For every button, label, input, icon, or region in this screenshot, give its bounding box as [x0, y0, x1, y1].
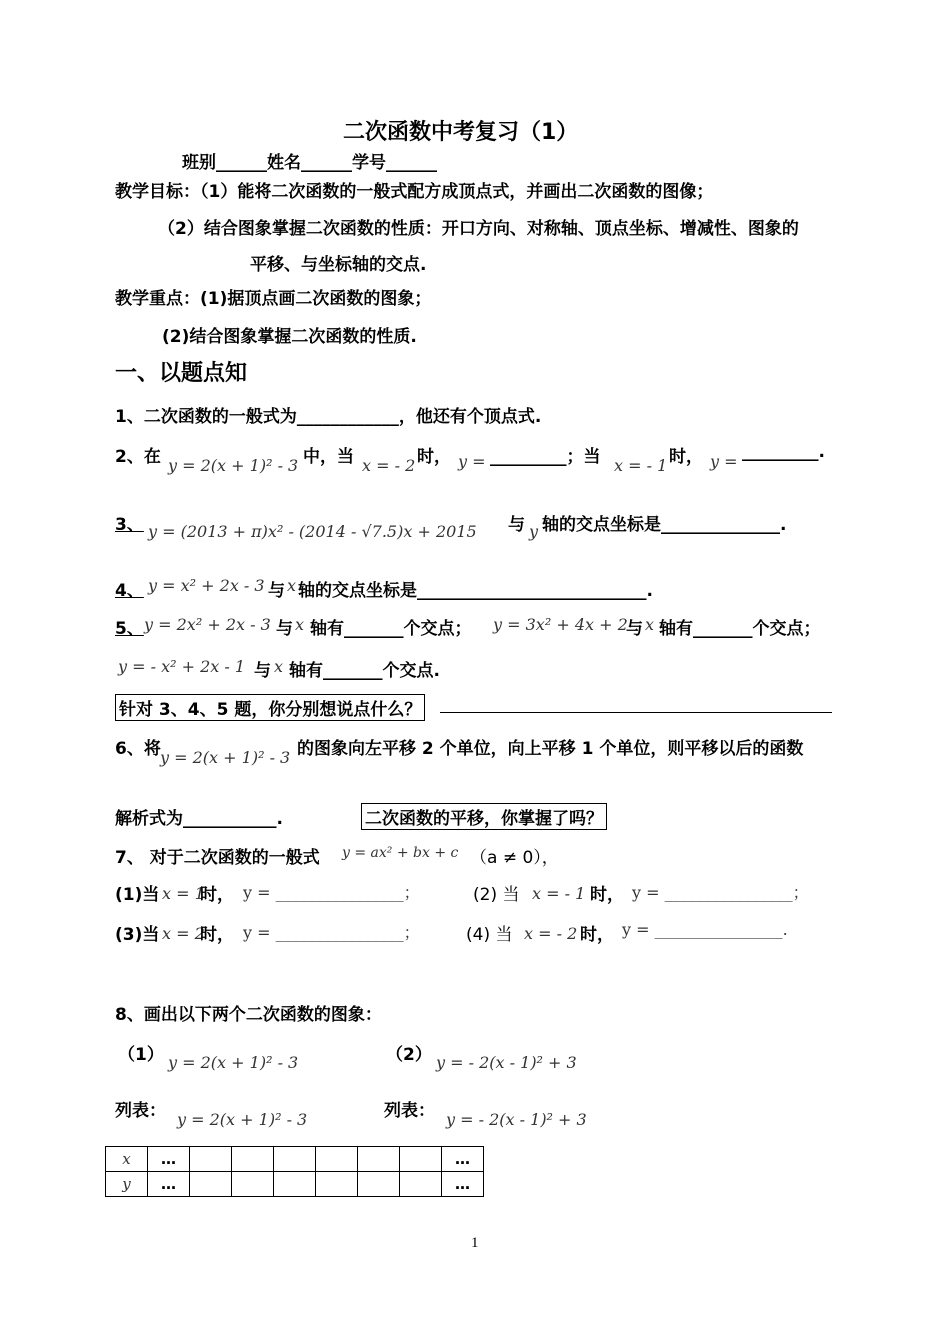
table-cell[interactable] — [274, 1147, 316, 1172]
value-table — [105, 1146, 484, 1197]
page-number: 1 — [471, 1235, 479, 1251]
q5-text: 与 — [276, 619, 293, 639]
q2-y-2: y = — [710, 452, 738, 471]
reflection-note: 针对 3、4、5 题，你分别想说点什么？ — [115, 694, 425, 721]
q2-text: 时， — [669, 447, 703, 467]
key-points-line-1: 教学重点：(1)据顶点画二次函数的图象； — [115, 289, 432, 309]
table-cell: y — [106, 1172, 148, 1197]
q7-text: 时， — [200, 885, 234, 905]
q7-x-4: x = - 2 — [524, 924, 578, 943]
q2-text: 中，当 — [303, 447, 354, 467]
table-cell[interactable] — [358, 1147, 400, 1172]
q8-formula-2: y = - 2(x - 1)² + 3 — [436, 1053, 577, 1072]
q7-formula: y = ax² + bx + c — [342, 845, 459, 861]
goals-line-3: 平移、与坐标轴的交点. — [250, 255, 427, 275]
q3-formula: y = (2013 + π)x² - (2014 - √7.5)x + 2015 — [148, 522, 477, 541]
q6-prefix: 6、将 — [115, 739, 161, 759]
q5-formula-2: y = 3x² + 4x + 2 — [493, 615, 628, 634]
goals-line-2: （2）结合图象掌握二次函数的性质：开口方向、对称轴、顶点坐标、增减性、图象的 — [158, 219, 799, 239]
table-cell: … — [148, 1172, 190, 1197]
q5-axis-3: x — [274, 657, 284, 676]
q7-x-2: x = - 1 — [532, 884, 586, 903]
q3-axis: y — [529, 522, 539, 541]
table-cell: … — [442, 1172, 484, 1197]
q8-list-formula-1: y = 2(x + 1)² - 3 — [177, 1110, 308, 1129]
student-info: 班别______姓名______学号______ — [182, 153, 437, 173]
q7-condition: （a ≠ 0）， — [470, 848, 559, 868]
q4-suffix: 轴的交点坐标是___________________________. — [298, 581, 653, 601]
q7-text: 时， — [590, 885, 624, 905]
q7-text: 时， — [200, 925, 234, 945]
q5-blank-3: 轴有_______个交点. — [289, 661, 440, 681]
q7-part-3: (3)当 — [115, 925, 160, 945]
q7-y-1: y = ________________； — [243, 883, 420, 902]
q8-list-formula-2: y = - 2(x - 1)² + 3 — [446, 1110, 587, 1129]
q2-y-1: y = — [458, 452, 486, 471]
q5-text: 与 — [254, 661, 271, 681]
q7-part-4: (4) 当 — [466, 925, 513, 945]
q5-axis-2: x — [645, 615, 655, 634]
question-1: 1、二次函数的一般式为____________，他还有个顶点式. — [115, 407, 542, 427]
q2-blank-1: _________；当 — [490, 447, 601, 467]
table-cell: … — [148, 1147, 190, 1172]
table-cell[interactable] — [274, 1172, 316, 1197]
q8-list-label-1: 列表： — [115, 1101, 166, 1121]
table-cell[interactable] — [358, 1172, 400, 1197]
q7-y-3: y = ________________； — [243, 923, 420, 942]
q7-head: 7、 对于二次函数的一般式 — [115, 848, 320, 868]
reflection-underline — [440, 712, 832, 713]
table-cell[interactable] — [400, 1147, 442, 1172]
q3-text: 与 — [508, 515, 525, 535]
q7-part-2: (2) 当 — [473, 885, 520, 905]
table-row — [106, 1172, 484, 1197]
q7-y-4: y = ________________. — [622, 920, 788, 939]
q7-x-3: x = 2 — [162, 924, 205, 943]
q6-note: 二次函数的平移，你掌握了吗？ — [361, 803, 607, 830]
q4-formula: y = x² + 2x - 3 — [148, 576, 265, 595]
q5-blank-1: 轴有_______个交点； — [310, 619, 472, 639]
q6-answer-line: 解析式为___________. — [115, 809, 283, 829]
q3-suffix: 轴的交点坐标是______________. — [542, 515, 787, 535]
table-cell: … — [442, 1147, 484, 1172]
section-heading: 一、以题点知 — [115, 361, 248, 386]
q8-list-label-2: 列表： — [384, 1101, 435, 1121]
q5-prefix: 5、 — [115, 619, 144, 639]
q4-axis: x — [287, 576, 297, 595]
page-title: 二次函数中考复习（1） — [343, 120, 579, 145]
table-cell[interactable] — [232, 1172, 274, 1197]
q8-formula-1: y = 2(x + 1)² - 3 — [168, 1053, 299, 1072]
table-cell[interactable] — [316, 1147, 358, 1172]
q5-blank-2: 轴有_______个交点； — [659, 619, 821, 639]
q4-text: 与 — [268, 581, 285, 601]
key-points-line-2: (2)结合图象掌握二次函数的性质. — [162, 327, 417, 347]
q7-y-2: y = ________________； — [632, 883, 809, 902]
table-cell[interactable] — [400, 1172, 442, 1197]
q8-label-1: （1） — [118, 1045, 164, 1065]
table-cell[interactable] — [316, 1172, 358, 1197]
table-cell[interactable] — [232, 1147, 274, 1172]
q5-axis-1: x — [295, 615, 305, 634]
q6-formula: y = 2(x + 1)² - 3 — [160, 748, 291, 767]
table-cell[interactable] — [190, 1147, 232, 1172]
q5-text: 与 — [626, 619, 643, 639]
q7-part-1: (1)当 — [115, 885, 160, 905]
q5-formula-1: y = 2x² + 2x - 3 — [144, 615, 271, 634]
q2-blank-2: _________. — [742, 442, 825, 462]
table-cell: x — [106, 1147, 148, 1172]
q6-suffix: 的图象向左平移 2 个单位，向上平移 1 个单位，则平移以后的函数 — [297, 739, 804, 759]
table-row — [106, 1147, 484, 1172]
q2-condition-2: x = - 1 — [614, 456, 668, 475]
q2-condition-1: x = - 2 — [362, 456, 416, 475]
q2-prefix: 2、在 — [115, 447, 161, 467]
q8-head: 8、画出以下两个二次函数的图象： — [115, 1005, 382, 1025]
q7-text: 时， — [580, 925, 614, 945]
q7-x-1: x = 1 — [162, 884, 205, 903]
q3-prefix: 3、 — [115, 515, 144, 535]
q5-formula-3: y = - x² + 2x - 1 — [118, 657, 246, 676]
q2-formula: y = 2(x + 1)² - 3 — [168, 456, 299, 475]
q2-text: 时， — [417, 447, 451, 467]
q4-prefix: 4、 — [115, 581, 144, 601]
table-cell[interactable] — [190, 1172, 232, 1197]
goals-line-1: 教学目标：（1）能将二次函数的一般式配方成顶点式，并画出二次函数的图像； — [115, 182, 714, 202]
q8-label-2: （2） — [386, 1045, 432, 1065]
